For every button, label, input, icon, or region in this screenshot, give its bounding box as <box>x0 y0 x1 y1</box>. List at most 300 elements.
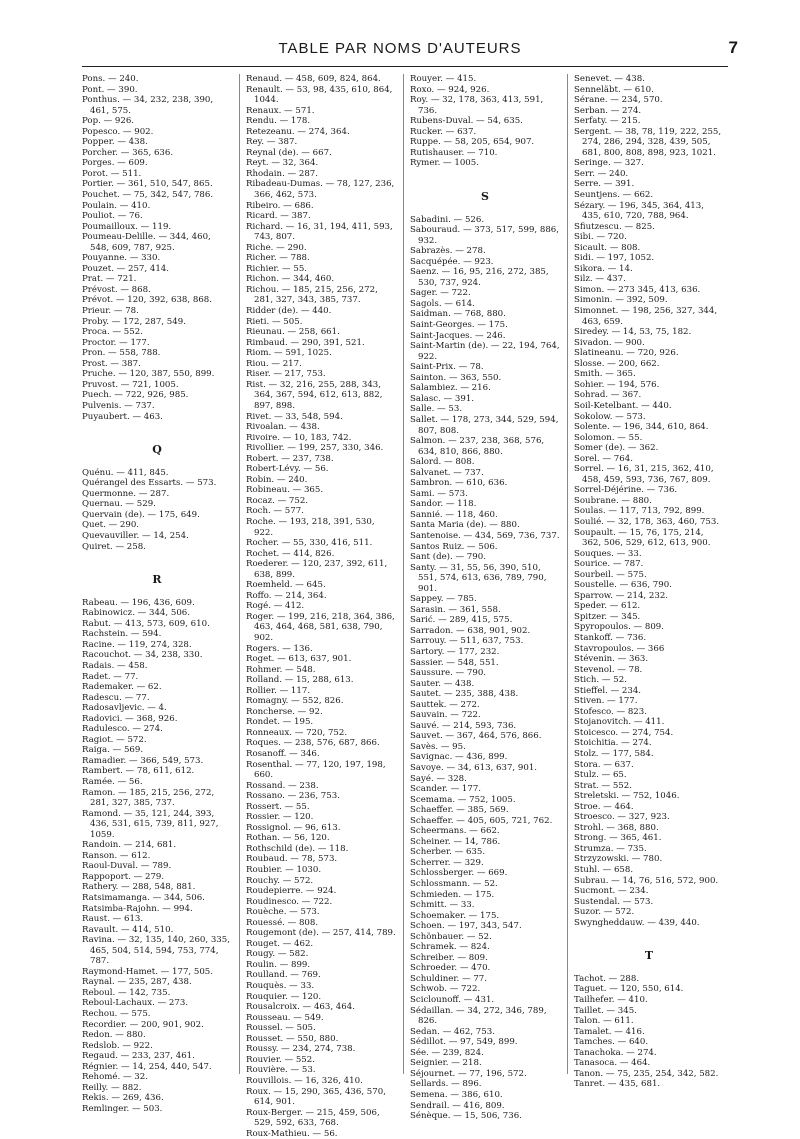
index-entry: Rouyer. — 415. <box>410 74 477 84</box>
index-entry: Stankoff. — 736. <box>574 632 647 643</box>
index-entry: Ricard. — 387. <box>246 211 311 222</box>
index-entry: Rolland. — 15, 288, 613. <box>246 675 354 686</box>
index-entry: Slatineanu. — 720, 926. <box>574 348 679 359</box>
index-entry: Rieti. — 505. <box>246 316 303 327</box>
index-entry: Roux-Mathieu. — 56. <box>246 1128 338 1139</box>
index-entry: Strzyzowski. — 780. <box>574 854 663 865</box>
index-entry: Sarić. — 289, 415, 575. <box>410 615 513 626</box>
index-entry: Santos Ruiz. — 506. <box>410 541 498 552</box>
index-entry: Regaud. — 233, 237, 461. <box>82 1051 195 1062</box>
index-entry: Schreiber. — 809. <box>410 952 488 963</box>
index-entry: Scherber. — 635. <box>410 847 486 858</box>
index-entry: Rousset. — 550, 880. <box>246 1033 339 1044</box>
index-entry: Riche. — 290. <box>246 242 307 253</box>
index-entry: Raust. — 613. <box>82 914 144 925</box>
index-entry: Roncherse. — 92. <box>246 706 323 717</box>
index-entry: Schmitt. — 33. <box>410 900 475 911</box>
section-letter: S <box>481 190 489 204</box>
index-entry: Savignac. — 436, 899. <box>410 752 508 763</box>
index-entry: Rappoport. — 279. <box>82 871 165 882</box>
index-columns <box>82 74 742 1139</box>
index-entry: Stieffel. — 234. <box>574 685 642 696</box>
index-entry: Ronneaux. — 720, 752. <box>246 727 348 738</box>
section-letter: Q <box>152 443 162 457</box>
index-entry: Pons. — 240. <box>82 74 139 84</box>
index-entry: Sabrazès. — 278. <box>410 246 486 257</box>
index-entry: Rochet. — 414, 826. <box>246 548 335 559</box>
index-entry: Sorrel. — 16, 31, 215, 362, 410, 458, 459, 593, 736, 767, 809. <box>574 464 714 485</box>
index-entry: Santenoise. — 434, 569, 736, 737. <box>410 530 560 541</box>
spacer <box>410 204 560 215</box>
index-entry: Tanret. — 435, 681. <box>574 1079 661 1090</box>
index-entry: Salord. — 808. <box>410 457 475 468</box>
index-entry: Prévost. — 868. <box>82 284 151 295</box>
index-entry: Sabadini. — 526. <box>410 214 485 225</box>
index-entry: Sourice. — 787. <box>574 559 644 570</box>
spacer <box>82 422 232 433</box>
index-entry: Rondet. — 195. <box>246 717 314 728</box>
index-entry: Sainton. — 363, 550. <box>410 372 502 383</box>
index-entry: Spyropoulos. — 809. <box>574 622 664 633</box>
index-entry: Ratsimba-Rajohn. — 994. <box>82 903 193 914</box>
index-entry: Sciclounoff. — 431. <box>410 995 495 1006</box>
index-entry: Sager. — 722. <box>410 288 471 299</box>
index-entry: Sibi. — 720. <box>574 232 627 243</box>
index-entry: Rouchy. — 572. <box>246 875 314 886</box>
index-entry: Rossand. — 238. <box>246 780 319 791</box>
index-entry: Sicault. — 808. <box>574 242 641 253</box>
index-entry: Soil-Ketelbant. — 440. <box>574 400 672 411</box>
index-entry: Richer. — 788. <box>246 253 310 264</box>
index-entry: Sparrow. — 214, 232. <box>574 590 669 601</box>
index-entry: Redon. — 880. <box>82 1030 146 1041</box>
index-entry: Sivadon. — 900. <box>574 337 645 348</box>
index-entry: Reboul. — 142, 735. <box>82 987 171 998</box>
index-entry: Serre. — 391. <box>574 179 635 190</box>
index-entry: Taillet. — 345. <box>574 1005 637 1016</box>
index-entry: Schuldiner. — 77. <box>410 973 488 984</box>
index-entry: Sohrad. — 367. <box>574 390 642 401</box>
index-entry: Schwob. — 722. <box>410 984 481 995</box>
index-entry: Roederer. — 120, 237, 392, 611, 638, 899. <box>246 559 388 580</box>
index-entry: Rossert. — 55. <box>246 801 310 812</box>
index-entry: Sée. — 239, 824. <box>410 1047 484 1058</box>
index-entry: Porot. — 511. <box>82 168 142 179</box>
index-entry: Ruppe. — 58, 205, 654, 907. <box>410 137 535 148</box>
index-entry: Soupault. — 15, 76, 175, 214, 362, 506, 529, 612, 613, 900. <box>574 527 711 549</box>
index-entry: Radais. — 458. <box>82 660 148 671</box>
index-entry: Puyaubert. — 463. <box>82 411 163 422</box>
index-entry: Sérane. — 234, 570. <box>574 95 663 106</box>
index-entry: Robert. — 237, 738. <box>246 453 334 464</box>
index-entry: Roulin. — 899. <box>246 959 311 970</box>
index-entry: Roche. — 193, 218, 391, 530, 922. <box>246 516 375 538</box>
index-entry: Sénèque. — 15, 506, 736. <box>410 1111 522 1122</box>
index-entry: Rouessé. — 808. <box>246 917 319 928</box>
index-entry: Popesco. — 902. <box>82 126 154 137</box>
index-entry: Serfaty. — 215. <box>574 116 641 127</box>
index-entry: Ranson. — 612. <box>82 850 151 861</box>
index-entry: Sorel. — 764. <box>574 453 633 464</box>
index-entry: Popper. — 438. <box>82 137 148 148</box>
index-entry: Rothschild (de). — 118. <box>246 843 349 854</box>
index-entry: Senneläbt. — 610. <box>574 84 654 95</box>
index-entry: Randoin. — 214, 681. <box>82 840 177 851</box>
index-entry: Pron. — 558, 788. <box>82 348 161 359</box>
index-entry: Sédaillan. — 34, 272, 346, 789, 826. <box>410 1005 547 1027</box>
index-entry: Rekis. — 269, 436. <box>82 1093 164 1104</box>
index-entry: Salambiez. — 216. <box>410 383 491 394</box>
index-entry: Robert-Lévy. — 56. <box>246 464 329 475</box>
index-entry: Ribadeau-Dumas. — 78, 127, 236, 366, 462, 573. <box>246 179 395 201</box>
index-entry: Souques. — 33. <box>574 548 642 559</box>
index-entry: Sappey. — 785. <box>410 594 477 605</box>
index-entry: Prévot. — 120, 392, 638, 868. <box>82 295 212 306</box>
index-entry: Rosanoff. — 346. <box>246 749 320 759</box>
index-entry: Rouvier. — 552. <box>246 1054 315 1065</box>
index-entry: Subrau. — 14, 76, 516, 572, 900. <box>574 875 719 886</box>
spacer <box>574 939 724 950</box>
index-entry: Schmieden. — 175. <box>410 889 495 900</box>
index-entry: Rossano. — 236, 753. <box>246 791 340 802</box>
spacer <box>574 928 724 939</box>
index-entry: Retezeanu. — 274, 364. <box>246 126 350 137</box>
index-entry: Suzor. — 572. <box>574 907 635 918</box>
index-entry: Renault. — 53, 98, 435, 610, 864, 1044. <box>246 84 393 106</box>
index-entry: Rouèche. — 573. <box>246 907 320 918</box>
index-entry: Strong. — 365, 461. <box>574 833 662 844</box>
index-entry: Prat. — 721. <box>82 274 137 285</box>
index-entry: Pruche. — 120, 387, 550, 899. <box>82 369 215 380</box>
index-entry: Racouchot. — 34, 238, 330. <box>82 650 203 661</box>
index-entry: Pouliot. — 76. <box>82 211 143 222</box>
index-entry: Smith. — 365. <box>574 369 636 380</box>
index-entry: Schlossberger. — 669. <box>410 868 508 879</box>
index-entry: Serr. — 240. <box>574 168 629 179</box>
index-entry: Stojanovitch. — 411. <box>574 717 665 728</box>
index-entry: Rossignol. — 96, 613. <box>246 822 341 833</box>
index-entry: Schaeffer. — 385, 569. <box>410 805 509 816</box>
index-entry: Ratsimamanga. — 344, 506. <box>82 893 205 904</box>
index-entry: Tanachoka. — 274. <box>574 1047 657 1058</box>
index-entry: Pruvost. — 721, 1005. <box>82 379 179 390</box>
index-entry: Tamches. — 640. <box>574 1037 649 1048</box>
index-entry: Strohl. — 368, 880. <box>574 822 659 833</box>
index-entry: Radet. — 77. <box>82 671 139 682</box>
index-entry: Sandor. — 118. <box>410 499 477 510</box>
index-entry: Rymer. — 1005. <box>410 158 479 169</box>
index-entry: Swyngheddauw. — 439, 440. <box>574 917 700 928</box>
index-entry: Salle. — 53. <box>410 404 463 415</box>
spacer <box>82 552 232 563</box>
index-entry: Quérangel des Essarts. — 573. <box>82 478 217 489</box>
index-entry: Santy. — 31, 55, 56, 390, 510, 551, 574, 613, 636, 789, 790, 901. <box>410 562 547 594</box>
index-column-2 <box>246 74 396 1139</box>
index-entry: Schramek. — 824. <box>410 942 490 953</box>
index-entry: Sokolow. — 573. <box>574 411 646 422</box>
index-entry: Seringe. — 327. <box>574 158 644 169</box>
index-entry: Schoen. — 197, 343, 547. <box>410 921 522 932</box>
index-entry: Salasc. — 391. <box>410 393 475 404</box>
index-entry: Rocaz. — 752. <box>246 495 309 506</box>
index-entry: Strumza. — 735. <box>574 843 647 854</box>
index-entry: Robineau. — 365. <box>246 485 324 496</box>
index-entry: Sauvain. — 722. <box>410 710 481 721</box>
index-entry: Rubens-Duval. — 54, 635. <box>410 116 523 127</box>
index-entry: Roubaud. — 78, 573. <box>246 854 338 865</box>
index-entry: Rucker. — 637. <box>410 126 477 137</box>
index-entry: Ponthus. — 34, 232, 238, 390, 461, 575. <box>82 95 214 116</box>
index-entry: Quiret. — 258. <box>82 541 146 552</box>
index-entry: Proca. — 552. <box>82 327 143 338</box>
index-entry: Rossier. — 120. <box>246 812 314 823</box>
index-entry: Rothan. — 56, 120. <box>246 833 330 844</box>
index-entry: Reilly. — 882. <box>82 1082 142 1093</box>
index-entry: Seuntjens. — 662. <box>574 190 654 201</box>
index-entry: Stofesco. — 823. <box>574 706 647 717</box>
index-entry: Rivoalan. — 438. <box>246 422 320 433</box>
index-entry: Riser. — 217, 753. <box>246 369 326 380</box>
index-entry: Serban. — 274. <box>574 105 642 116</box>
index-entry: Pont. — 390. <box>82 84 138 95</box>
index-entry: Sergent. — 38, 78, 119, 222, 255, 274, 286, 294, 328, 439, 505, 681, 800, 808, 898, 923, 1021. <box>574 126 722 158</box>
index-entry: Soulas. — 117, 713, 792, 899. <box>574 506 705 517</box>
index-entry: Soubrane. — 880. <box>574 495 652 506</box>
index-entry: Rabeau. — 196, 436, 609. <box>82 597 195 608</box>
index-entry: Sauvet. — 367, 464, 576, 866. <box>410 731 542 742</box>
index-entry: Sorrel-Déjérine. — 736. <box>574 485 678 496</box>
index-entry: Stora. — 637. <box>574 759 634 770</box>
index-entry: Robin. — 240. <box>246 474 308 485</box>
index-entry: Schlossmann. — 52. <box>410 879 498 890</box>
spacer <box>82 457 232 468</box>
index-entry: Semena. — 386, 610. <box>410 1089 503 1100</box>
index-entry: Portier. — 361, 510, 547, 865. <box>82 179 213 190</box>
index-entry: Stévenin. — 363. <box>574 654 649 665</box>
index-entry: Rouquès. — 33. <box>246 981 315 992</box>
index-entry: Sarasin. — 361, 558. <box>410 604 501 615</box>
index-entry: Quernau. — 529. <box>82 499 156 510</box>
index-entry: Sauttek. — 272. <box>410 699 480 710</box>
index-entry: Scherrer. — 329. <box>410 857 484 868</box>
index-entry: Régnier. — 14, 254, 440, 547. <box>82 1061 212 1072</box>
index-entry: Senevet. — 438. <box>574 74 645 84</box>
index-entry: Reynal (de). — 667. <box>246 147 332 158</box>
index-entry: Savès. — 95. <box>410 741 466 752</box>
index-entry: Séjournet. — 77, 196, 572. <box>410 1068 527 1079</box>
index-entry: Sabouraud. — 373, 517, 599, 886, 932. <box>410 225 560 246</box>
index-entry: Poumailloux. — 119. <box>82 221 172 232</box>
index-entry: Roux. — 15, 290, 365, 436, 570, 614, 901. <box>246 1086 386 1108</box>
index-entry: Renaux. — 571. <box>246 105 315 116</box>
index-entry: Roussel. — 505. <box>246 1023 316 1034</box>
index-entry: Puech. — 722, 926, 985. <box>82 390 189 401</box>
index-entry: Salvanet. — 737. <box>410 467 484 478</box>
index-entry: Rhodain. — 287. <box>246 168 319 179</box>
index-column-1 <box>82 74 232 1114</box>
index-entry: Riou. — 217. <box>246 358 302 369</box>
index-entry: Rohmer. — 548. <box>246 664 316 675</box>
index-entry: Rogers. — 136. <box>246 643 313 654</box>
index-entry: Sautet. — 235, 388, 438. <box>410 689 519 700</box>
index-entry: Ramadier. — 366, 549, 573. <box>82 755 204 766</box>
index-entry: Sami. — 573. <box>410 488 468 499</box>
index-entry: Ramon. — 185, 215, 256, 272, 281, 327, 385, 737. <box>82 787 215 809</box>
header-rule <box>82 66 728 67</box>
index-entry: Prost. — 387. <box>82 358 141 369</box>
index-entry: Stulz. — 65. <box>574 770 627 781</box>
index-entry: Sendrail. — 416, 809. <box>410 1100 505 1111</box>
index-entry: Pop. — 926. <box>82 116 135 127</box>
index-entry: Quevauviller. — 14, 254. <box>82 530 189 541</box>
index-entry: Poulain. — 410. <box>82 200 151 211</box>
index-entry: Pouyanne. — 330. <box>82 253 161 264</box>
index-entry: Sedan. — 462, 753. <box>410 1026 495 1037</box>
index-entry: Rougy. — 582. <box>246 949 309 960</box>
index-entry: Ramée. — 56. <box>82 777 143 787</box>
index-entry: Spitzer. — 345. <box>574 611 641 622</box>
index-entry: Sikora. — 14. <box>574 263 633 274</box>
index-entry: Sayé. — 328. <box>410 773 467 784</box>
index-entry: Rist. — 32, 216, 255, 288, 343, 364, 367, 594, 612, 613, 882, 897, 898. <box>246 379 383 411</box>
page-number: 7 <box>728 38 738 57</box>
index-entry: Rachstein. — 594. <box>82 629 162 640</box>
index-entry: Silz. — 437. <box>574 274 626 285</box>
index-entry: Tanasoca. — 464. <box>574 1058 651 1069</box>
index-entry: Simonnet. — 198, 256, 327, 344, 463, 659. <box>574 306 718 327</box>
index-entry: Stevenol. — 78. <box>574 664 643 675</box>
index-entry: Roudinesco. — 722. <box>246 896 333 907</box>
index-entry: Roemheld. — 645. <box>246 580 326 591</box>
index-entry: Quervain (de). — 175, 649. <box>82 509 200 520</box>
index-entry: Roger. — 199, 216, 218, 364, 386, 463, 464, 468, 581, 638, 790, 902. <box>246 611 395 643</box>
index-entry: Richard. — 16, 31, 194, 411, 593, 743, 807. <box>246 221 393 243</box>
index-entry: Stroesco. — 327, 923. <box>574 812 670 823</box>
index-entry: Rieunau. — 258, 661. <box>246 327 340 338</box>
index-entry: Sallet. — 178, 273, 344, 529, 594, 807, 808. <box>410 414 559 436</box>
index-entry: Quermonne. — 287. <box>82 488 170 499</box>
index-entry: Radulesco. — 274. <box>82 724 163 735</box>
index-entry: Roubier. — 1030. <box>246 865 322 876</box>
index-entry: Taguet. — 120, 550, 614. <box>574 984 684 995</box>
index-entry: Sarradon. — 638, 901, 902. <box>410 625 531 636</box>
index-entry: Proctor. — 177. <box>82 337 150 348</box>
index-entry: Roffo. — 214, 364. <box>246 590 327 601</box>
index-entry: Sartory. — 177, 232. <box>410 646 500 657</box>
index-entry: Rivollier. — 199, 257, 330, 346. <box>246 443 384 454</box>
index-entry: Rosenthal. — 77, 120, 197, 198, 660. <box>246 759 386 781</box>
index-entry: Saint-Prix. — 78. <box>410 362 484 373</box>
index-entry: Sagols. — 614. <box>410 298 475 309</box>
index-entry: Sellards. — 896. <box>410 1079 482 1090</box>
spacer <box>82 433 232 444</box>
index-entry: Prieur. — 78. <box>82 306 139 317</box>
index-entry: Reboul-Lachaux. — 273. <box>82 998 189 1009</box>
index-entry: Saint-Martin (de). — 22, 194, 764, 922. <box>410 341 560 362</box>
spacer <box>574 963 724 974</box>
index-entry: Rehomé. — 32. <box>82 1072 148 1083</box>
index-entry: Richou. — 185, 215, 256, 272, 281, 327, 343, 385, 737. <box>246 284 378 306</box>
index-entry: Rollier. — 117. <box>246 685 311 696</box>
index-entry: Roy. — 32, 178, 363, 413, 591, 736. <box>410 95 544 116</box>
index-entry: Rey. — 387. <box>246 137 298 148</box>
index-entry: Santa Maria (de). — 880. <box>410 520 520 531</box>
index-entry: Sfiutzescu. — 825. <box>574 221 655 232</box>
index-entry: Somer (de). — 362. <box>574 443 659 454</box>
index-entry: Tanon. — 75, 235, 254, 342, 582. <box>574 1068 719 1079</box>
index-entry: Sacquépée. — 923. <box>410 256 494 267</box>
index-entry: Solente. — 196, 344, 610, 864. <box>574 422 709 433</box>
index-entry: Roudepierre. — 924. <box>246 886 337 897</box>
index-entry: Saenz. — 16, 95, 216, 272, 385, 530, 737, 924. <box>410 267 549 288</box>
index-entry: Tailhefer. — 410. <box>574 995 648 1006</box>
index-entry: Rivet. — 33, 548, 594. <box>246 411 343 422</box>
index-column-4 <box>574 74 724 1090</box>
index-entry: Sannié. — 118, 460. <box>410 509 498 520</box>
index-entry: Scheiner. — 14, 786. <box>410 836 501 847</box>
page-title: TABLE PAR NOMS D'AUTEURS <box>278 40 522 57</box>
index-entry: Stoicesco. — 274, 754. <box>574 727 674 738</box>
index-entry: Talon. — 611. <box>574 1016 634 1027</box>
index-entry: Ragiot. — 572. <box>82 734 147 745</box>
index-entry: Rutishauser. — 710. <box>410 147 498 158</box>
index-entry: Stavropoulos. — 366 <box>574 643 665 654</box>
index-entry: Rouget. — 462. <box>246 938 314 949</box>
section-letter: T <box>644 949 654 963</box>
index-entry: Ravault. — 414, 510. <box>82 924 174 935</box>
index-entry: Soustelle. — 636, 790. <box>574 580 672 591</box>
index-entry: Stolz. — 177, 584. <box>574 749 654 759</box>
index-entry: Tamalet. — 416. <box>574 1026 645 1037</box>
index-entry: Schaeffer. — 405, 605, 721, 762. <box>410 815 553 826</box>
index-entry: Pouzet. — 257, 414. <box>82 263 169 274</box>
index-entry: Speder. — 612. <box>574 601 641 612</box>
index-entry: Rademaker. — 62. <box>82 682 162 693</box>
index-entry: Simonin. — 392, 509. <box>574 295 668 306</box>
index-entry: Ravina. — 32, 135, 140, 260, 335, 465, 504, 514, 594, 753, 774, 787. <box>82 935 230 967</box>
index-entry: Rathery. — 288, 548, 881. <box>82 882 196 893</box>
index-entry: Sédillot. — 97, 549, 899. <box>410 1037 518 1048</box>
index-entry: Rabut. — 413, 573, 609, 610. <box>82 618 210 629</box>
index-entry: Roques. — 238, 576, 687, 866. <box>246 738 380 749</box>
index-entry: Rambert. — 78, 611, 612. <box>82 766 195 777</box>
index-entry: Ridder (de). — 440. <box>246 306 332 317</box>
index-entry: Porges. — 609. <box>82 158 148 169</box>
index-entry: Schoemaker. — 175. <box>410 910 500 921</box>
index-entry: Stuhl. — 658. <box>574 865 634 876</box>
index-entry: Rouvillois. — 16, 326, 410. <box>246 1075 363 1086</box>
index-entry: Stroe. — 464. <box>574 801 634 812</box>
index-entry: Rivoire. — 10, 183, 742. <box>246 432 352 443</box>
index-entry: Rougemont (de). — 257, 414, 789. <box>246 928 396 939</box>
index-entry: Redslob. — 922. <box>82 1040 153 1051</box>
index-entry: Roget. — 613, 637, 901. <box>246 654 352 665</box>
index-entry: Streletski. — 752, 1046. <box>574 791 680 802</box>
index-entry: Sassier. — 548, 551. <box>410 657 499 668</box>
index-entry: Renaud. — 458, 609, 824, 864. <box>246 74 381 84</box>
index-entry: Rogé. — 412. <box>246 601 305 612</box>
index-entry: Raoul-Duval. — 789. <box>82 861 172 872</box>
index-entry: Saint-Georges. — 175. <box>410 320 508 331</box>
index-entry: Sourbeil. — 575. <box>574 569 647 580</box>
index-entry: Sustendal. — 573. <box>574 896 654 907</box>
index-entry: Roulland. — 769. <box>246 970 321 981</box>
index-entry: Sucmont. — 234. <box>574 886 649 897</box>
index-entry: Saussure. — 790. <box>410 668 487 679</box>
index-entry: Scemama. — 752, 1005. <box>410 794 516 805</box>
index-entry: Racine. — 119, 274, 328. <box>82 639 192 650</box>
index-entry: Sambron. — 610, 636. <box>410 478 508 489</box>
